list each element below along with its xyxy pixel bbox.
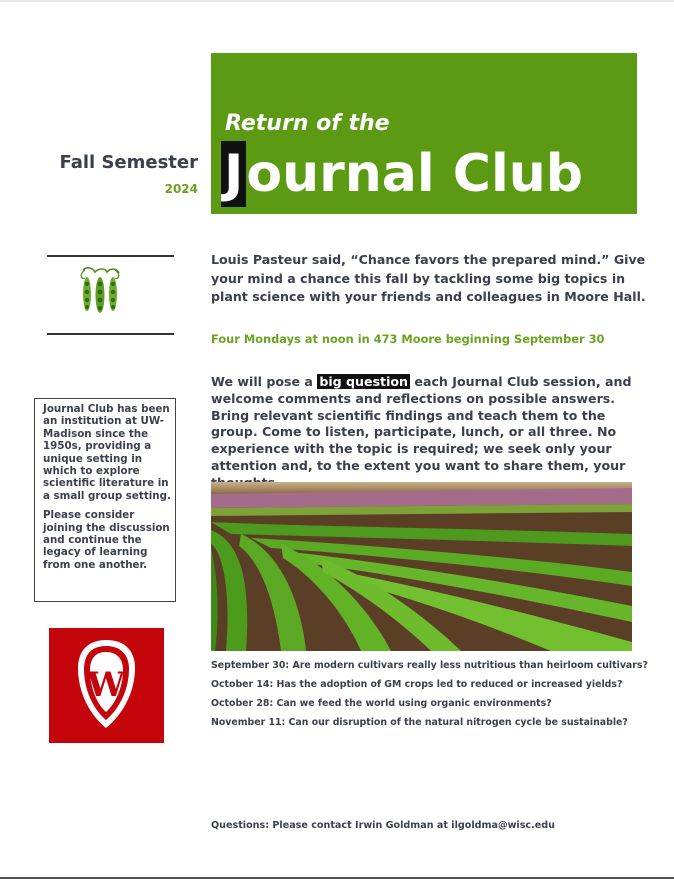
sidebar-history: Journal Club has been an institution at UW-Madison since the 1950s, providing a unique setting in which to explore scientific literature in a small group setting. [43, 403, 171, 502]
semester-year: 2024 [164, 182, 198, 196]
masthead-title [221, 139, 583, 209]
lettuce-field-photo [211, 482, 632, 651]
schedule-date: November 11: [211, 717, 286, 728]
schedule-topic: Can we feed the world using organic environments? [276, 698, 552, 709]
title-initial: J [221, 141, 246, 207]
schedule-date: September 30: [211, 660, 290, 671]
schedule-item [211, 698, 651, 717]
uw-crest-logo [49, 628, 164, 743]
intro-paragraph: Louis Pasteur said, “Chance favors the prepared mind.” Give your mind a chance this fall by tackling some big topics in plant science with your friends and colleagues in Moore Hall. [211, 252, 646, 304]
semester-label: Fall Semester [59, 152, 198, 173]
schedule-topic: Has the adoption of GM crops led to reduced or increased yields? [276, 679, 623, 690]
crest-letter: W [86, 665, 126, 705]
big-question-highlight: big question [319, 374, 409, 389]
pea-pod-icon [75, 264, 125, 316]
schedule-date: October 14: [211, 679, 274, 690]
body-paragraph [211, 374, 649, 492]
top-border [0, 0, 674, 2]
masthead-subtitle: Return of the [225, 111, 390, 136]
schedule-topic: Are modern cultivars really less nutritious than heirloom cultivars? [292, 660, 648, 671]
schedule-list [211, 660, 651, 736]
meeting-info: Four Mondays at noon in 473 Moore beginning September 30 [211, 332, 605, 346]
body-after: each Journal Club session, and welcome comments and reflections on possible answers. Bring relevant scientific findings and teach them to the group. Come to listen, participate, lunch, or all three. No experience with the topic is required; we seek only your attention and, to the extent you want to share them, your [211, 374, 632, 473]
body-before: We will pose a [211, 374, 318, 389]
title-rest: ournal Club [246, 144, 584, 204]
masthead-banner [211, 53, 637, 214]
schedule-date: October 28: [211, 698, 274, 709]
sidebar-invite: Please consider joining the discussion and continue the legacy of learning from one another. [43, 509, 170, 571]
schedule-item [211, 679, 651, 698]
divider-top [47, 255, 174, 257]
contact-line: Questions: Please contact Irwin Goldman at ilgoldma@wisc.edu [211, 820, 555, 831]
sidebar-box [34, 398, 176, 602]
schedule-item [211, 717, 651, 736]
schedule-topic: Can our disruption of the natural nitrogen cycle be sustainable? [288, 717, 628, 728]
divider-bottom [47, 333, 174, 335]
schedule-item [211, 660, 651, 679]
